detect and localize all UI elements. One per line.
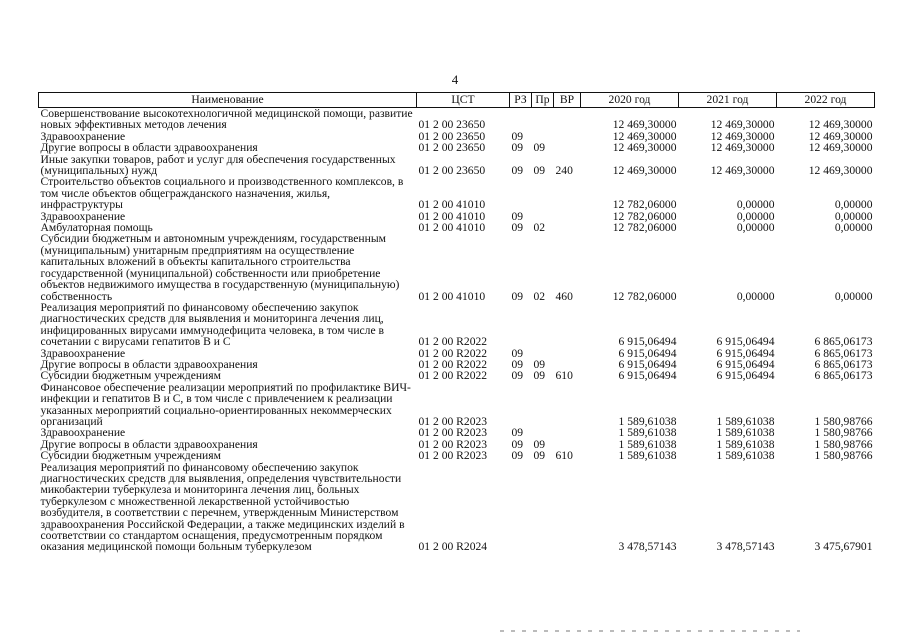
row-rz: 09: [511, 289, 524, 303]
row-name: Субсидии бюджетным учреждениям: [40, 449, 221, 463]
row-name: Здравоохранение: [40, 209, 126, 223]
col-header-pr: Пр: [532, 93, 554, 108]
row-rz: 09: [511, 449, 524, 463]
row-pr: [532, 176, 554, 210]
row-name: Финансовое обеспечение реализации мероприятий по профилактике ВИЧ-инфекции и гепатитов В и С, в том числе с привлечением к реализации указанных мероприятий социально-ориентированных некоммерческих организаций: [40, 380, 411, 428]
table-header: [39, 93, 875, 108]
row-amount-2021: 6 915,06494: [716, 346, 775, 360]
row-amount-2020: 12 469,30000: [612, 141, 677, 155]
row-amount-2021: 12 469,30000: [710, 141, 775, 155]
row-cst: 01 2 00 R2022: [418, 369, 488, 383]
row-amount-2021: 3 478,57143: [716, 540, 775, 554]
row-rz: [510, 176, 532, 210]
row-rz: 09: [511, 141, 524, 155]
row-pr: 09: [533, 437, 546, 451]
row-name: Субсидии бюджетным учреждениям: [40, 369, 221, 383]
row-name: Реализация мероприятий по финансовому обеспечению закупок диагностических средств для выявления и мониторинга лечения лиц, инфицированных вирусами иммунодефицита человека, в том числе в сочетании с вирусами гепатитов В и С: [40, 300, 384, 349]
row-vr: [554, 142, 581, 153]
row-rz: 09: [511, 346, 524, 360]
table-row: [39, 108, 875, 131]
table-row: [39, 450, 875, 461]
row-amount-2022: 1 580,98766: [814, 414, 873, 428]
col-header-cst: ЦСТ: [417, 93, 510, 108]
row-amount-2021: 6 915,06494: [716, 369, 775, 383]
row-amount-2021: 12 469,30000: [710, 129, 775, 143]
budget-table: [38, 92, 875, 553]
row-amount-2020: 12 782,06000: [612, 209, 677, 223]
row-cst: 01 2 00 R2023: [418, 437, 488, 451]
row-name: Совершенствование высокотехнологичной медицинской помощи, развитие новых эффективных методов лечения: [40, 107, 413, 132]
row-vr: [554, 176, 581, 210]
row-cst: 01 2 00 R2023: [418, 414, 488, 428]
row-amount-2022: 12 469,30000: [808, 129, 873, 143]
row-amount-2020: 1 589,61038: [618, 449, 677, 463]
row-cst: 01 2 00 41010: [418, 289, 486, 303]
row-rz: [510, 462, 532, 553]
row-cst: 01 2 00 R2022: [418, 357, 488, 371]
row-amount-2022: 12 469,30000: [808, 118, 873, 132]
row-amount-2022: 6 865,06173: [814, 346, 873, 360]
row-amount-2022: 0,00000: [834, 209, 873, 223]
table-row: [39, 233, 875, 301]
row-rz: [510, 302, 532, 348]
row-vr: 460: [555, 289, 573, 303]
row-vr: 610: [555, 369, 573, 383]
row-cst: 01 2 00 R2022: [418, 346, 488, 360]
table-body: [39, 108, 875, 553]
row-name: Иные закупки товаров, работ и услуг для обеспечения государственных (муниципальных) нужд: [40, 152, 396, 178]
table-row: [39, 462, 875, 553]
row-name: Другие вопросы в области здравоохранения: [40, 141, 258, 155]
col-header-2021: 2021 год: [679, 93, 777, 108]
col-header-vr: ВР: [554, 93, 581, 108]
row-amount-2020: 3 478,57143: [618, 540, 677, 554]
row-name: Другие вопросы в области здравоохранения: [40, 437, 258, 451]
row-rz: [510, 108, 532, 131]
row-cst: 01 2 00 23650: [418, 164, 486, 178]
row-amount-2022: 0,00000: [834, 289, 873, 303]
row-cst: 01 2 00 41010: [418, 209, 486, 223]
row-pr: 09: [533, 164, 546, 178]
row-vr: [554, 348, 581, 359]
row-name: Амбулаторная помощь: [40, 221, 153, 235]
row-amount-2021: 0,00000: [736, 209, 775, 223]
row-amount-2022: 6 865,06173: [814, 335, 873, 349]
row-pr: [532, 108, 554, 131]
row-rz: 09: [511, 369, 524, 383]
row-amount-2022: 6 865,06173: [814, 357, 873, 371]
row-pr: 09: [533, 449, 546, 463]
table-row: [39, 142, 875, 153]
row-cst: 01 2 00 R2022: [418, 335, 488, 349]
row-amount-2021: 6 915,06494: [716, 357, 775, 371]
row-amount-2022: 0,00000: [834, 221, 873, 235]
row-name: Здравоохранение: [40, 426, 126, 440]
row-amount-2021: 0,00000: [736, 289, 775, 303]
row-pr: 02: [533, 221, 546, 235]
row-name: Реализация мероприятий по финансовому обеспечению закупок диагностических средств для выявления, определения чувствительности микобактерии туберкулеза и мониторинга лечения лиц, больных туберкулезом с множественной лекарственной устойчивостью возбудителя, в соответствии с перечнем, утвержденным Министерством здравоохранения Российской Федерации, а также медицинских изделий в соответствии со стандартом оснащения, предусмотренным порядком оказания медицинской помощи больным туберкулезом: [40, 460, 405, 554]
row-amount-2020: 12 469,30000: [612, 118, 677, 132]
table-row: [39, 302, 875, 348]
row-vr: [554, 302, 581, 348]
row-name: Строительство объектов социального и производственного комплексов, в том числе объектов общегражданского назначения, жилья, инфраструктуры: [40, 175, 404, 212]
row-amount-2021: 1 589,61038: [716, 414, 775, 428]
col-header-rz: РЗ: [510, 93, 532, 108]
row-cst: 01 2 00 R2023: [418, 426, 488, 440]
row-cst: 01 2 00 23650: [418, 141, 486, 155]
table-row: [39, 382, 875, 428]
row-amount-2020: 12 782,06000: [612, 221, 677, 235]
row-rz: 09: [511, 426, 524, 440]
row-amount-2021: 12 469,30000: [710, 164, 775, 178]
row-amount-2021: 1 589,61038: [716, 437, 775, 451]
scan-artifact: [500, 630, 800, 632]
row-rz: [510, 382, 532, 428]
page-number: 4: [451, 72, 459, 87]
row-cst: 01 2 00 R2024: [418, 540, 488, 554]
row-amount-2022: 12 469,30000: [808, 164, 873, 178]
row-amount-2022: 1 580,98766: [814, 437, 873, 451]
row-amount-2022: 1 580,98766: [814, 426, 873, 440]
row-name: Другие вопросы в области здравоохранения: [40, 357, 258, 371]
row-amount-2021: 1 589,61038: [716, 449, 775, 463]
row-rz: 09: [511, 221, 524, 235]
row-cst: 01 2 00 23650: [418, 118, 486, 132]
row-pr: [532, 462, 554, 553]
row-vr: [554, 462, 581, 553]
row-cst: 01 2 00 41010: [418, 198, 486, 212]
row-pr: [532, 382, 554, 428]
row-rz: 09: [511, 164, 524, 178]
row-pr: [532, 302, 554, 348]
col-header-name: Наименование: [39, 93, 417, 108]
row-name: Здравоохранение: [40, 129, 126, 143]
row-amount-2022: 12 469,30000: [808, 141, 873, 155]
row-rz: 09: [511, 209, 524, 223]
row-amount-2020: 12 782,06000: [612, 289, 677, 303]
row-amount-2020: 1 589,61038: [618, 414, 677, 428]
row-vr: [554, 211, 581, 222]
row-vr: 610: [555, 449, 573, 463]
row-name: Субсидии бюджетным и автономным учреждениям, государственным (муниципальным) унитарным предприятиям на осуществление капитальных вложений в объекты капитального строительства государственной (муниципальной) собственности или приобретение объектов недвижимого имущества в государственную (муниципальную) собственность: [40, 232, 400, 303]
table-row: [39, 176, 875, 210]
row-amount-2021: 6 915,06494: [716, 335, 775, 349]
row-vr: [554, 108, 581, 131]
row-amount-2020: 1 589,61038: [618, 426, 677, 440]
row-rz: 09: [511, 437, 524, 451]
row-rz: 09: [511, 129, 524, 143]
row-vr: [554, 382, 581, 428]
row-amount-2022: 1 580,98766: [814, 449, 873, 463]
row-cst: 01 2 00 23650: [418, 129, 486, 143]
row-rz: 09: [511, 357, 524, 371]
row-vr: [554, 427, 581, 438]
row-pr: 09: [533, 141, 546, 155]
row-amount-2020: 1 589,61038: [618, 437, 677, 451]
row-amount-2022: 0,00000: [834, 198, 873, 212]
row-amount-2020: 6 915,06494: [618, 369, 677, 383]
row-amount-2020: 6 915,06494: [618, 357, 677, 371]
row-amount-2021: 1 589,61038: [716, 426, 775, 440]
row-pr: 09: [533, 357, 546, 371]
row-vr: 240: [555, 164, 573, 178]
row-amount-2020: 12 782,06000: [612, 198, 677, 212]
col-header-2020: 2020 год: [581, 93, 679, 108]
row-cst: 01 2 00 41010: [418, 221, 486, 235]
row-pr: 02: [533, 289, 546, 303]
row-cst: 01 2 00 R2023: [418, 449, 488, 463]
row-amount-2022: 6 865,06173: [814, 369, 873, 383]
row-amount-2021: 0,00000: [736, 221, 775, 235]
row-name: Здравоохранение: [40, 346, 126, 360]
row-pr: 09: [533, 369, 546, 383]
row-vr: [554, 222, 581, 233]
row-amount-2021: 12 469,30000: [710, 118, 775, 132]
row-amount-2020: 6 915,06494: [618, 346, 677, 360]
row-amount-2020: 6 915,06494: [618, 335, 677, 349]
row-vr: [554, 131, 581, 142]
row-amount-2022: 3 475,67901: [814, 540, 873, 554]
row-amount-2020: 12 469,30000: [612, 129, 677, 143]
row-amount-2020: 12 469,30000: [612, 164, 677, 178]
table-row: [39, 154, 875, 177]
row-amount-2021: 0,00000: [736, 198, 775, 212]
col-header-2022: 2022 год: [777, 93, 875, 108]
